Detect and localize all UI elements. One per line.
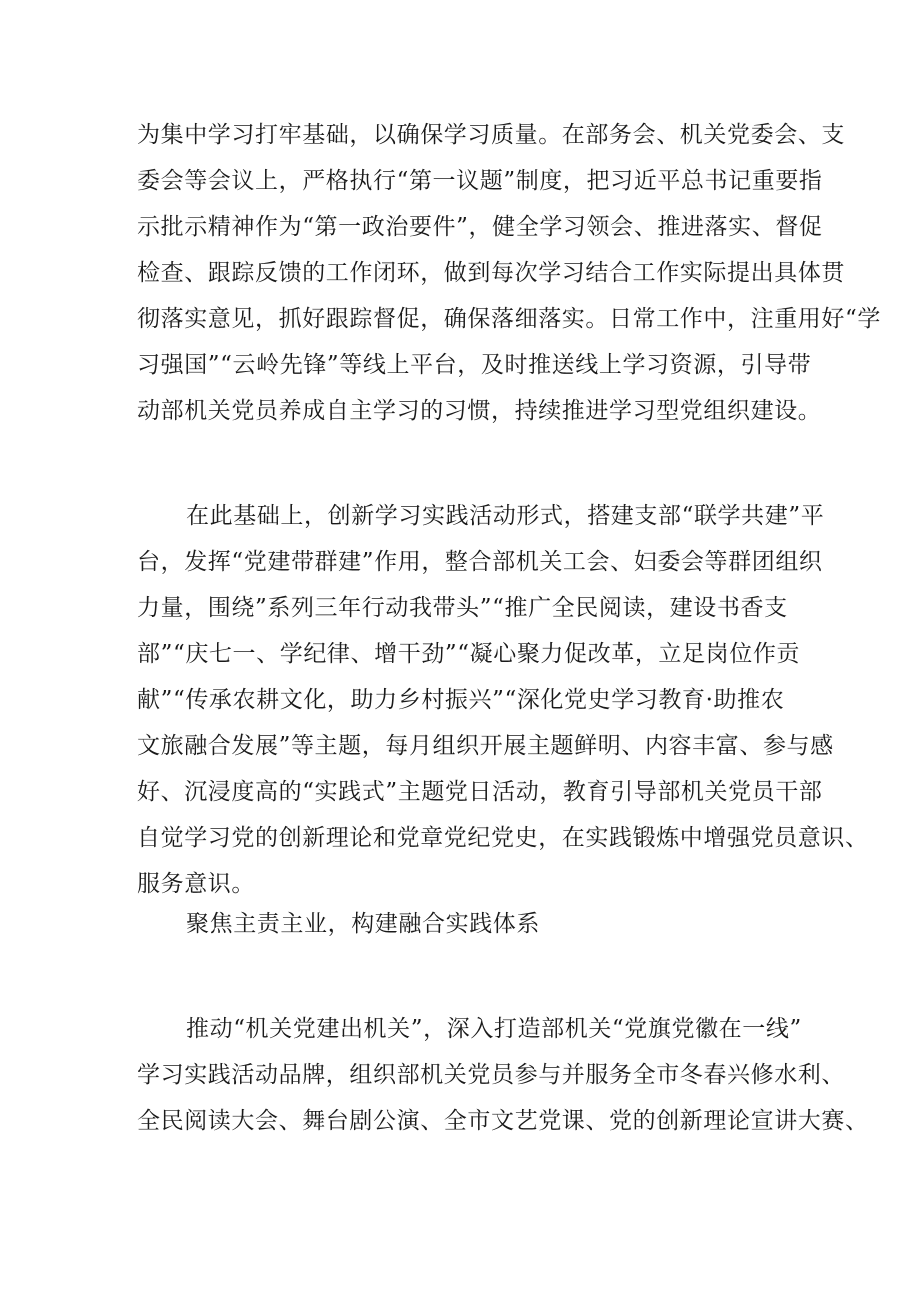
paragraph-line: 在此基础上，创新学习实践活动形式，搭建支部“联学共建”平: [186, 503, 825, 529]
paragraph-line: 自觉学习党的创新理论和党章党纪党史，在实践锻炼中增强党员意识、: [137, 825, 869, 851]
paragraph-line: 为集中学习打牢基础，以确保学习质量。在部务会、机关党委会、支: [137, 122, 845, 148]
section-heading: 聚焦主责主业，构建融合实践体系: [186, 911, 540, 937]
paragraph-line: 动部机关党员养成自主学习的习惯，持续推进学习型党组织建设。: [137, 398, 822, 424]
paragraph-line: 全民阅读大会、舞台剧公演、全市文艺党课、党的创新理论宣讲大赛、: [137, 1108, 869, 1134]
paragraph-line: 献”“传承农耕文化，助力乡村振兴”“深化党史学习教育·助推农: [137, 687, 785, 713]
paragraph-line: 检查、跟踪反馈的工作闭环，做到每次学习结合工作实际提出具体贯: [137, 260, 845, 286]
paragraph-line: 文旅融合发展”等主题，每月组织开展主题鲜明、内容丰富、参与感: [137, 733, 834, 759]
paragraph-line: 台，发挥“党建带群建”作用，整合部机关工会、妇委会等群团组织: [137, 549, 823, 575]
paragraph-line: 好、沉浸度高的“实践式”主题党日活动，教育引导部机关党员干部: [137, 779, 823, 805]
paragraph-line: 部”“庆七一、学纪律、增干劲”“凝心聚力促改革，立足岗位作贡: [137, 641, 801, 667]
paragraph-line: 习强国”“云岭先锋”等线上平台，及时推送线上学习资源，引导带: [137, 352, 812, 378]
paragraph-line: 彻落实意见，抓好跟踪督促，确保落细落实。日常工作中，注重用好“学: [137, 306, 881, 332]
paragraph-line: 推动“机关党建出机关”，深入打造部机关“党旗党徽在一线”: [186, 1016, 802, 1042]
paragraph-line: 学习实践活动品牌，组织部机关党员参与并服务全市冬春兴修水利、: [137, 1062, 845, 1088]
paragraph-line: 示批示精神作为“第一政治要件”，健全学习领会、推进落实、督促: [137, 214, 823, 240]
paragraph-line: 委会等会议上，严格执行“第一议题”制度，把习近平总书记重要指: [137, 168, 823, 194]
paragraph-line: 力量，围绕”系列三年行动我带头”“推广全民阅读，建设书香支: [137, 595, 788, 621]
paragraph-line: 服务意识。: [137, 871, 255, 897]
